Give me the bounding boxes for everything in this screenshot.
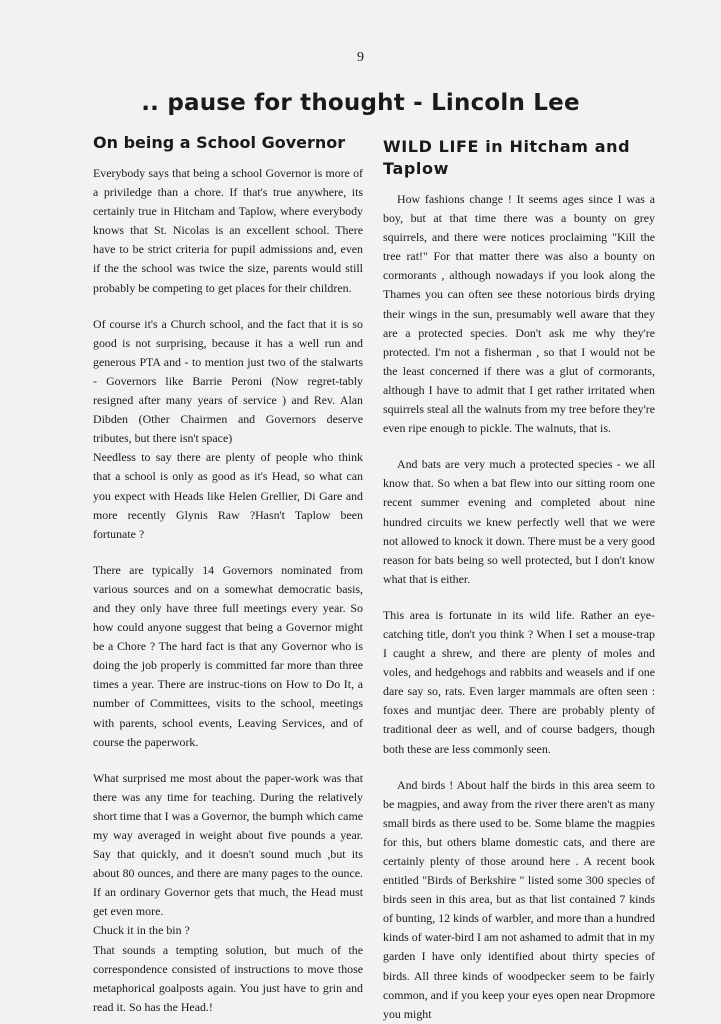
article-heading: WILD LIFE in Hitcham and Taplow <box>383 137 631 178</box>
article-paragraph: And birds ! About half the birds in this area seem to be magpies, and away from the river there aren't as many small birds as there used to be. Some blame the magpies for this, but others blame domestic cats, and there are certainly plenty of those around here . A recent book entitled "Birds of Berkshire " listed some 300 species of birds seen in this area, but as that list contained 7 kinds of bunting, 12 kinds of warbler, and more than a hundred kinds of water-bird I am not ashamed to admit that in my garden I have only identified about thirty species of birds. All three kinds of woodpecker seem to be fairly common, and if you keep your eyes open near Dropmore you might <box>383 777 655 1021</box>
article-paragraph: Needless to say there are plenty of people who think that a school is only as good as it's Head, so what can you expect with Heads like Helen Grellier, Di Gare and more recently Glynis Raw ?Hasn't Taplow been fortunate ? <box>93 450 363 541</box>
article-paragraph: Chuck it in the bin ? <box>93 923 190 938</box>
page-title: .. pause for thought - Lincoln Lee <box>141 90 580 116</box>
article-paragraph: What surprised me most about the paper-work was that there was any time for teaching. During the relatively short time that I was a Governor, the bumph which came my way averaged in weight about five pounds a year. Say that quickly, and it doesn't sound much ,but its about 80 ounces, and there are many pages to the ounce. If an ordinary Governor gets that much, the Head must get even more. <box>93 770 363 919</box>
article-paragraph: And bats are very much a protected species - we all know that. So when a bat flew into our sitting room one recent summer evening and completed about nine hundred circuits we knew perfectly well that we were not allowed to knock it down. There must be a very good reason for bats being so well protected, but I don't know what that is either. <box>383 457 655 586</box>
article-paragraph: Everybody says that being a school Governor is more of a priviledge than a chore. If that's true anywhere, its certainly true in Hitcham and Taplow, where everybody knows that St. Nicolas is an excellent school. There have to be strict criteria for pupil admissions and, even if the the school was twice the size, parents would still probably be competing to get places for their children. <box>93 166 363 295</box>
article-paragraph: This area is fortunate in its wild life. Rather an eye-catching title, don't you think ? When I set a mouse-trap I caught a shrew, and there are plenty of moles and voles, and hedgehogs and rabbits and weasels and if one dare say so, rats. Even larger mammals are often seen : foxes and muntjac deer. There are probably plenty of traditional deer as well, and of course badgers, though both these are less commonly seen. <box>383 607 655 756</box>
article-paragraph: There are typically 14 Governors nominated from various sources and on a somewhat democratic basis, and they only have three full meetings every year. So how could anyone suggest that being a Governor might be a Chore ? The hard fact is that any Governor who is doing the job properly is committed far more than three times a year. There are instruc-tions on How to Do It, a number of Committees, visits to the school, meetings with parents, school events, Leaving Services, and of course the paperwork. <box>93 562 363 749</box>
article-paragraph: Of course it's a Church school, and the fact that it is so good is not surprising, because it has a well run and generous PTA and - to mention just two of the stalwarts - Governors like Barrie Peroni (Now regret-tably resigned after many years of service ) and Rev. Alan Dibden (Other Chairmen and Governors deserve tributes, but there isn't space) <box>93 316 363 446</box>
article-wild-life <box>383 126 655 1024</box>
page-number: 9 <box>357 50 364 65</box>
article-paragraph: How fashions change ! It seems ages since I was a boy, but at that time there was a bounty on grey squirrels, and there were notices proclaiming "Kill the tree rat!" For that matter there was also a bounty on cormorants , although nowadays if you look along the Thames you can often see these notorious birds drying their wings in the sun, presumably well aware that they are a protected species. Don't ask me why they're protected. I'm not a fisherman , so that I would not be the least concerned if there was a glut of cormorants, although I have to admit that I get rather irritated when squirrels steal all the walnuts from my tree before they're even ripe enough to pickle. The walnuts, that is. <box>383 192 655 436</box>
article-heading: On being a School Governor <box>93 133 346 152</box>
article-paragraph: That sounds a tempting solution, but much of the correspondence consisted of instructions to move those metaphorical goalposts again. You just have to grin and read it. So has the Head.! <box>93 942 363 1014</box>
article-school-governor <box>93 126 363 1017</box>
